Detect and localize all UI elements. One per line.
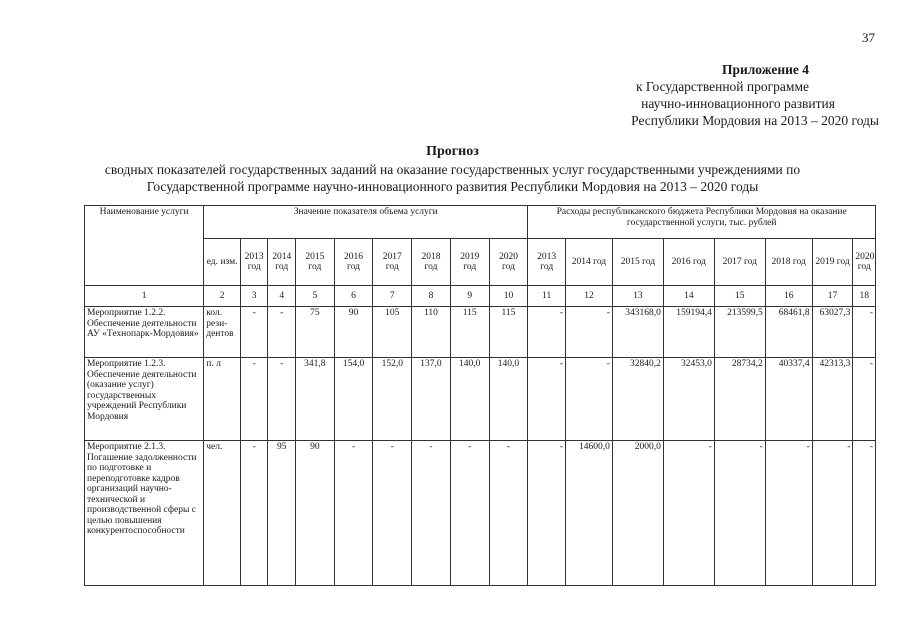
header-service-name: Наименование услуги	[85, 206, 204, 286]
forecast-table	[84, 205, 876, 586]
volume-value-cell: 110	[412, 307, 451, 358]
unit-cell: п. л	[204, 358, 241, 441]
table-row	[85, 307, 876, 358]
volume-value-cell: 154,0	[334, 358, 373, 441]
budget-value-cell: 42313,3	[812, 358, 853, 441]
header-bud-year: 2015 год	[612, 239, 663, 286]
header-unit: ед. изм.	[204, 239, 241, 286]
header-vol-year: 2016 год	[334, 239, 373, 286]
budget-value-cell: 14600,0	[566, 441, 613, 586]
budget-value-cell: 40337,4	[765, 358, 812, 441]
column-number-cell: 11	[528, 286, 566, 307]
header-bud-year: 2013 год	[528, 239, 566, 286]
column-number-cell: 10	[489, 286, 528, 307]
volume-value-cell: 137,0	[412, 358, 451, 441]
header-vol-year: 2018 год	[412, 239, 451, 286]
budget-value-cell: 343168,0	[612, 307, 663, 358]
header-bud-year: 2016 год	[663, 239, 714, 286]
volume-value-cell: -	[334, 441, 373, 586]
budget-value-cell: -	[853, 358, 876, 441]
volume-value-cell: -	[373, 441, 412, 586]
volume-value-cell: 90	[334, 307, 373, 358]
header-vol-year: 2020 год	[489, 239, 528, 286]
budget-value-cell: -	[528, 441, 566, 586]
header-vol-year: 2015 год	[295, 239, 334, 286]
header-vol-year: 2017 год	[373, 239, 412, 286]
header-budget: Расходы республиканского бюджета Республики Мордовия на оказание государственной услуги, тыс. рублей	[528, 206, 876, 239]
budget-value-cell: -	[528, 358, 566, 441]
appendix-line-1: к Государственной программе	[635, 79, 809, 94]
column-number-cell: 4	[268, 286, 296, 307]
header-bud-year: 2020 год	[853, 239, 876, 286]
column-number-cell: 7	[373, 286, 412, 307]
volume-value-cell: 115	[489, 307, 528, 358]
document-subtitle-1: сводных показателей государственных заданий на оказание государственных услуг государственными учреждениями по	[104, 162, 801, 177]
service-name-cell: Мероприятие 1.2.2. Обеспечение деятельности АУ «Технопарк-Мордовия»	[85, 307, 204, 358]
budget-value-cell: -	[765, 441, 812, 586]
service-name-cell: Мероприятие 1.2.3. Обеспечение деятельности (оказание услуг) государственных учреждений Республики Мордовия	[85, 358, 204, 441]
volume-value-cell: 75	[295, 307, 334, 358]
volume-value-cell: 95	[268, 441, 296, 586]
header-volume: Значение показателя объема услуги	[204, 206, 528, 239]
service-name-cell: Мероприятие 2.1.3. Погашение задолженности по подготовке и переподготовке кадров организаций научно-технической и производственной сферы с целью повышения конкурентоспособности	[85, 441, 204, 586]
budget-value-cell: 32840,2	[612, 358, 663, 441]
column-number-cell: 6	[334, 286, 373, 307]
volume-value-cell: 140,0	[450, 358, 489, 441]
volume-value-cell: -	[240, 441, 268, 586]
volume-value-cell: 90	[295, 441, 334, 586]
column-number-cell: 14	[663, 286, 714, 307]
budget-value-cell: -	[566, 307, 613, 358]
volume-value-cell: 140,0	[489, 358, 528, 441]
budget-value-cell: -	[714, 441, 765, 586]
column-number-cell: 8	[412, 286, 451, 307]
volume-value-cell: -	[268, 307, 296, 358]
header-vol-year: 2014 год	[268, 239, 296, 286]
budget-value-cell: 2000,0	[612, 441, 663, 586]
volume-value-cell: -	[489, 441, 528, 586]
column-number-cell: 1	[85, 286, 204, 307]
volume-value-cell: 105	[373, 307, 412, 358]
budget-value-cell: -	[812, 441, 853, 586]
document-heading	[0, 143, 905, 195]
budget-value-cell: -	[566, 358, 613, 441]
volume-value-cell: 341,8	[295, 358, 334, 441]
document-subtitle-2: Государственной программе научно-инновационного развития Республики Мордовия на 2013 – 2020 годы	[146, 179, 759, 194]
page-number: 37	[862, 30, 875, 45]
header-bud-year: 2018 год	[765, 239, 812, 286]
column-number-cell: 13	[612, 286, 663, 307]
header-bud-year: 2014 год	[566, 239, 613, 286]
appendix-title: Приложение 4	[721, 62, 809, 77]
document-title: Прогноз	[426, 144, 479, 159]
budget-value-cell: 32453,0	[663, 358, 714, 441]
header-vol-year: 2019 год	[450, 239, 489, 286]
budget-value-cell: 28734,2	[714, 358, 765, 441]
column-numbers-row	[85, 286, 876, 307]
table-row	[85, 441, 876, 586]
column-number-cell: 18	[853, 286, 876, 307]
column-number-cell: 2	[204, 286, 241, 307]
appendix-line-3: Республики Мордовия на 2013 – 2020 годы	[631, 113, 879, 128]
budget-value-cell: -	[853, 441, 876, 586]
appendix-header	[559, 61, 879, 129]
unit-cell: кол. рези-дентов	[204, 307, 241, 358]
volume-value-cell: 115	[450, 307, 489, 358]
column-number-cell: 16	[765, 286, 812, 307]
budget-value-cell: 159194,4	[663, 307, 714, 358]
volume-value-cell: 152,0	[373, 358, 412, 441]
column-number-cell: 5	[295, 286, 334, 307]
volume-value-cell: -	[450, 441, 489, 586]
header-bud-year: 2017 год	[714, 239, 765, 286]
column-number-cell: 15	[714, 286, 765, 307]
volume-value-cell: -	[240, 358, 268, 441]
volume-value-cell: -	[268, 358, 296, 441]
volume-value-cell: -	[240, 307, 268, 358]
budget-value-cell: 63027,3	[812, 307, 853, 358]
budget-value-cell: -	[853, 307, 876, 358]
column-number-cell: 12	[566, 286, 613, 307]
column-number-cell: 17	[812, 286, 853, 307]
table-row	[85, 358, 876, 441]
volume-value-cell: -	[412, 441, 451, 586]
budget-value-cell: -	[528, 307, 566, 358]
column-number-cell: 9	[450, 286, 489, 307]
header-bud-year: 2019 год	[812, 239, 853, 286]
unit-cell: чел.	[204, 441, 241, 586]
header-vol-year: 2013 год	[240, 239, 268, 286]
column-number-cell: 3	[240, 286, 268, 307]
appendix-line-2: научно-инновационного развития	[641, 96, 835, 111]
budget-value-cell: 213599,5	[714, 307, 765, 358]
budget-value-cell: 68461,8	[765, 307, 812, 358]
budget-value-cell: -	[663, 441, 714, 586]
